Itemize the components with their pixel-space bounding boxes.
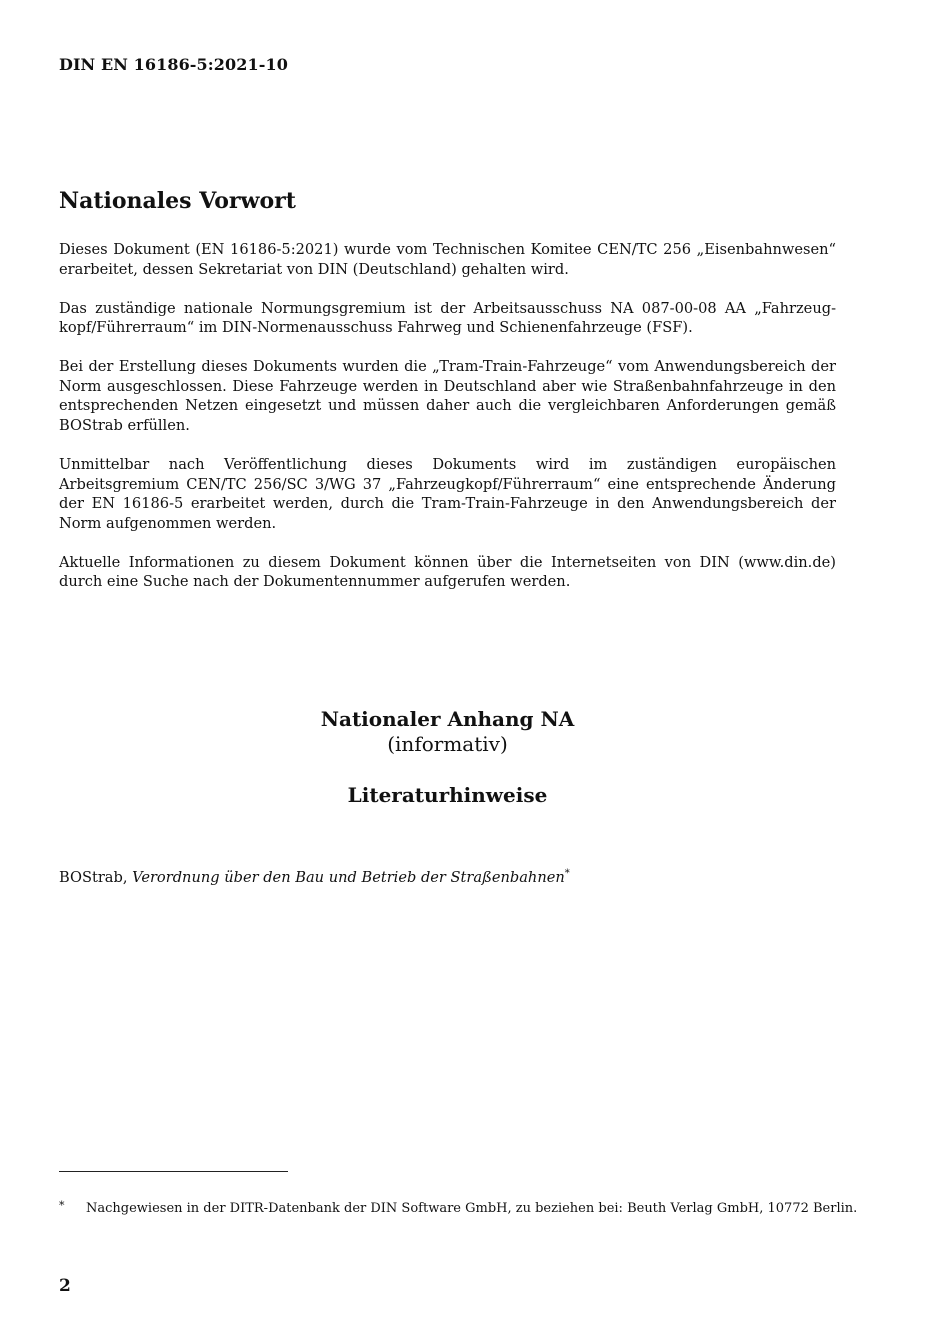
foreword-paragraph: Bei der Erstellung dieses Dokuments wurden die „Tram-Train-Fahrzeuge“ vom Anwendungsbereich der Norm ausgeschlossen. Diese Fahrzeuge werden in Deutschland aber wie Straßenbahnfahrzeuge in den entsprechenden Netzen eingesetzt und müssen daher auch die vergleichbaren Anforderungen gemäß BOStrab erfüllen. (59, 358, 836, 434)
annex-title: Nationaler Anhang NA (320, 707, 575, 731)
footnote-reference-mark[interactable]: * (564, 868, 570, 880)
footnote-mark: * (59, 1199, 65, 1212)
reference-abbreviation: BOStrab, (59, 869, 128, 886)
footnote (59, 1200, 859, 1218)
annex-subtitle: (informativ) (387, 732, 508, 756)
footnote-text: Nachgewiesen in der DITR-Datenbank der DIN Software GmbH, zu beziehen bei: Beuth Verlag GmbH, 10772 Berlin. (86, 1201, 858, 1216)
footnote-separator (59, 1171, 288, 1172)
bibliography-entry (59, 868, 570, 888)
reference-title: Verordnung über den Bau und Betrieb der Straßenbahnen (132, 869, 565, 886)
page-number: 2 (59, 1276, 71, 1296)
foreword-heading: Nationales Vorwort (59, 188, 296, 214)
foreword-body (59, 240, 836, 611)
document-id-header: DIN EN 16186-5:2021-10 (59, 55, 288, 74)
foreword-paragraph: Das zuständige nationale Normungsgremium ist der Arbeitsausschuss NA 087-00-08 AA „Fahrzeugkopf/Führerraum“ im DIN-Normenausschuss Fahrweg und Schienenfahrzeuge (FSF). (59, 299, 836, 337)
national-annex (59, 706, 836, 808)
literature-heading: Literaturhinweise (347, 783, 548, 807)
foreword-paragraph: Unmittelbar nach Veröffentlichung dieses Dokuments wird im zuständigen europäischen Arbeitsgremium CEN/TC 256/SC 3/WG 37 „Fahrzeugkopf/Führerraum“ eine entsprechende Änderung der EN 16186-5 erarbeitet werden, durch die Tram-Train-Fahrzeuge in den Anwendungsbereich der Norm aufgenommen werden. (59, 455, 836, 532)
foreword-paragraph: Dieses Dokument (EN 16186-5:2021) wurde vom Technischen Komitee CEN/TC 256 „Eisenbahnwesen“ erarbeitet, dessen Sekretariat von DIN (Deutschland) gehalten wird. (59, 241, 836, 278)
foreword-paragraph: Aktuelle Informationen zu diesem Dokument können über die Internetseiten von DIN (www.din.de) durch eine Suche nach der Dokumentennummer aufgerufen werden. (59, 553, 836, 591)
